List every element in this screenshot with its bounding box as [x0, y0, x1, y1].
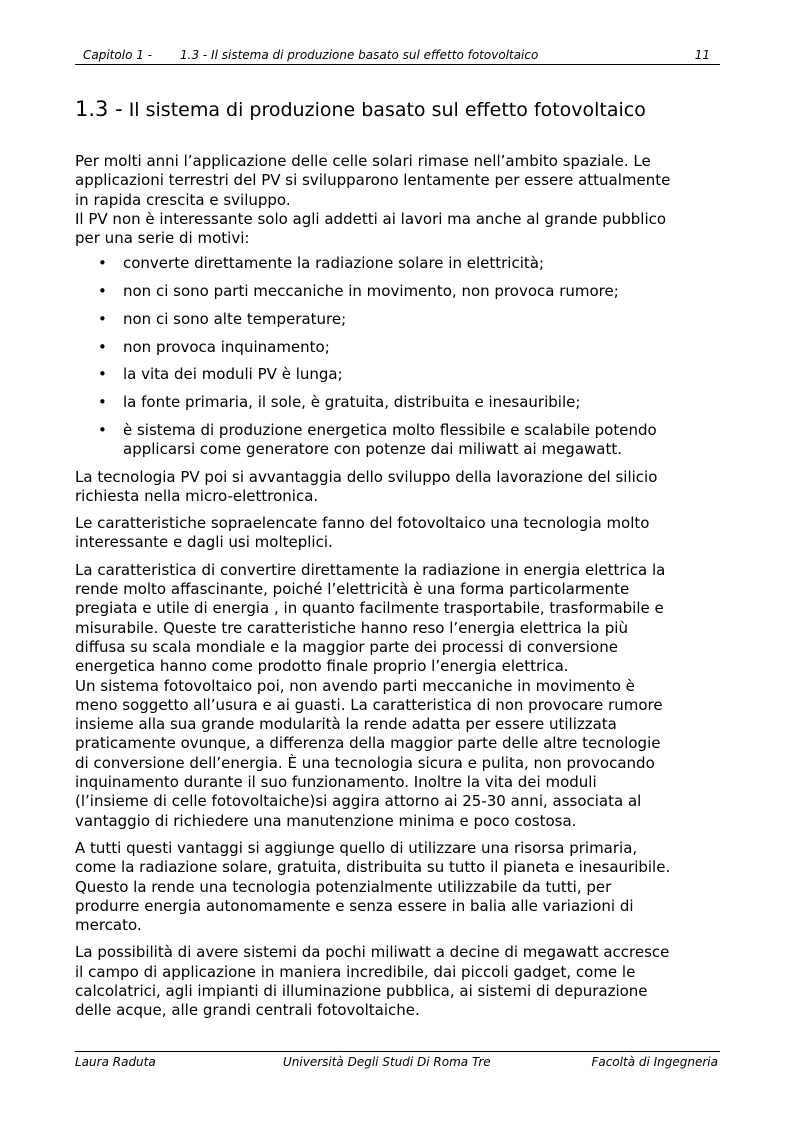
bullet-item — [75, 421, 720, 460]
bullet-item — [75, 338, 720, 357]
text-line: applicarsi come generatore con potenze dai miliwatt ai megawatt. — [123, 439, 623, 458]
text-line: Questo la rende una tecnologia potenzialmente utilizzabile da tutti, per — [75, 877, 612, 896]
text-line: energetica hanno come prodotto finale proprio l’energia elettrica. — [75, 657, 569, 676]
text-line: calcolatrici, agli impianti di illuminazione pubblica, ai sistemi di depurazione — [75, 982, 648, 1001]
footer-university: Università Degli Studi Di Roma Tre — [283, 1055, 491, 1069]
footer-author: Laura Raduta — [75, 1055, 156, 1069]
bullet-icon: • — [98, 337, 107, 356]
text-line: rende molto affascinante, poiché l’elettricità è una forma particolarmente — [75, 580, 630, 599]
text-line: come la radiazione solare, gratuita, distribuita su tutto il pianeta e inesauribile. — [75, 858, 671, 877]
header-section-title: 1.3 - Il sistema di produzione basato sul effetto fotovoltaico — [180, 48, 539, 62]
text-line: La caratteristica di convertire direttamente la radiazione in energia elettrica la — [75, 560, 666, 579]
text-line: applicazioni terrestri del PV si svilupparono lentamente per essere attualmente — [75, 171, 671, 190]
text-line: Il PV non è interessante solo agli addetti ai lavori ma anche al grande pubblico — [75, 209, 667, 228]
text-line: insieme alla sua grande modularità la rende adatta per essere utilizzata — [75, 715, 617, 734]
text-line: A tutti questi vantaggi si aggiunge quello di utilizzare una risorsa primaria, — [75, 838, 638, 857]
text-line: delle acque, alle grandi centrali fotovoltaiche. — [75, 1001, 420, 1020]
text-line: (l’insieme di celle fotovoltaiche)si aggira attorno ai 25-30 anni, associata al — [75, 792, 642, 811]
text-line: La tecnologia PV poi si avvantaggia dello sviluppo della lavorazione del silicio — [75, 467, 658, 486]
text-line: la vita dei moduli PV è lunga; — [123, 365, 343, 384]
section-title-text: Il sistema di produzione basato sul effetto fotovoltaico — [128, 99, 646, 121]
section-title — [75, 96, 646, 123]
bullet-icon: • — [98, 282, 107, 301]
text-line: converte direttamente la radiazione solare in elettricità; — [123, 254, 544, 273]
text-line: Per molti anni l’applicazione delle celle solari rimase nell’ambito spaziale. Le — [75, 152, 651, 170]
section-number: 1.3 - — [75, 97, 123, 121]
text-line: Le caratteristiche sopraelencate fanno del fotovoltaico una tecnologia molto — [75, 514, 650, 533]
text-line: pregiata e utile di energia , in quanto facilmente trasportabile, trasformabile e — [75, 599, 664, 618]
body-paragraph — [75, 943, 720, 1020]
bullet-item — [75, 282, 720, 301]
bullet-item — [75, 393, 720, 412]
text-line: non ci sono alte temperature; — [123, 309, 347, 328]
body-paragraph — [75, 677, 720, 831]
bullet-icon: • — [98, 254, 107, 273]
bullet-list — [75, 254, 720, 459]
running-header — [75, 46, 720, 65]
bullet-icon: • — [98, 309, 107, 328]
bullet-icon: • — [98, 365, 107, 384]
bullet-item — [75, 310, 720, 329]
text-line: diffusa su scala mondiale e la maggior parte dei processi di conversione — [75, 637, 618, 656]
header-page-number: 11 — [694, 48, 710, 62]
footer-faculty: Facoltà di Ingegneria — [591, 1055, 718, 1069]
running-footer — [75, 1051, 720, 1069]
text-line: Un sistema fotovoltaico poi, non avendo parti meccaniche in movimento è — [75, 676, 635, 695]
text-line: vantaggio di richiedere una manutenzione minima e poco costosa. — [75, 811, 577, 830]
intro-paragraph — [75, 152, 720, 248]
text-line: praticamente ovunque, a differenza della maggior parte delle altre tecnologie — [75, 734, 661, 753]
bullet-item — [75, 254, 720, 273]
body-text — [75, 152, 720, 1021]
text-line: mercato. — [75, 916, 142, 935]
bullet-icon: • — [98, 420, 107, 439]
bullet-icon: • — [98, 392, 107, 411]
text-line: in rapida crescita e sviluppo. — [75, 190, 291, 209]
text-line: il campo di applicazione in maniera incredibile, dai piccoli gadget, come le — [75, 962, 636, 981]
text-line: per una serie di motivi: — [75, 229, 250, 248]
text-line: non provoca inquinamento; — [123, 337, 330, 356]
body-paragraph — [75, 561, 720, 677]
bullet-item — [75, 365, 720, 384]
text-line: la fonte primaria, il sole, è gratuita, distribuita e inesauribile; — [123, 392, 581, 411]
body-paragraph — [75, 839, 720, 935]
header-chapter: Capitolo 1 - — [83, 48, 152, 62]
body-paragraph — [75, 514, 720, 553]
body-paragraph — [75, 468, 720, 507]
text-line: produrre energia autonomamente e senza essere in balia alle variazioni di — [75, 896, 634, 915]
text-line: è sistema di produzione energetica molto flessibile e scalabile potendo — [123, 420, 657, 439]
text-line: richiesta nella micro-elettronica. — [75, 486, 319, 505]
text-line: di conversione dell’energia. È una tecnologia sicura e pulita, non provocando — [75, 753, 655, 772]
text-line: interessante e dagli usi molteplici. — [75, 533, 333, 552]
text-line: misurabile. Queste tre caratteristiche hanno reso l’energia elettrica la più — [75, 618, 628, 637]
text-line: La possibilità di avere sistemi da pochi miliwatt a decine di megawatt accresce — [75, 943, 670, 962]
text-line: inquinamento durante il suo funzionamento. Inoltre la vita dei moduli — [75, 773, 597, 792]
text-line: non ci sono parti meccaniche in movimento, non provoca rumore; — [123, 282, 619, 301]
text-line: meno soggetto all’usura e ai guasti. La caratteristica di non provocare rumore — [75, 695, 663, 714]
